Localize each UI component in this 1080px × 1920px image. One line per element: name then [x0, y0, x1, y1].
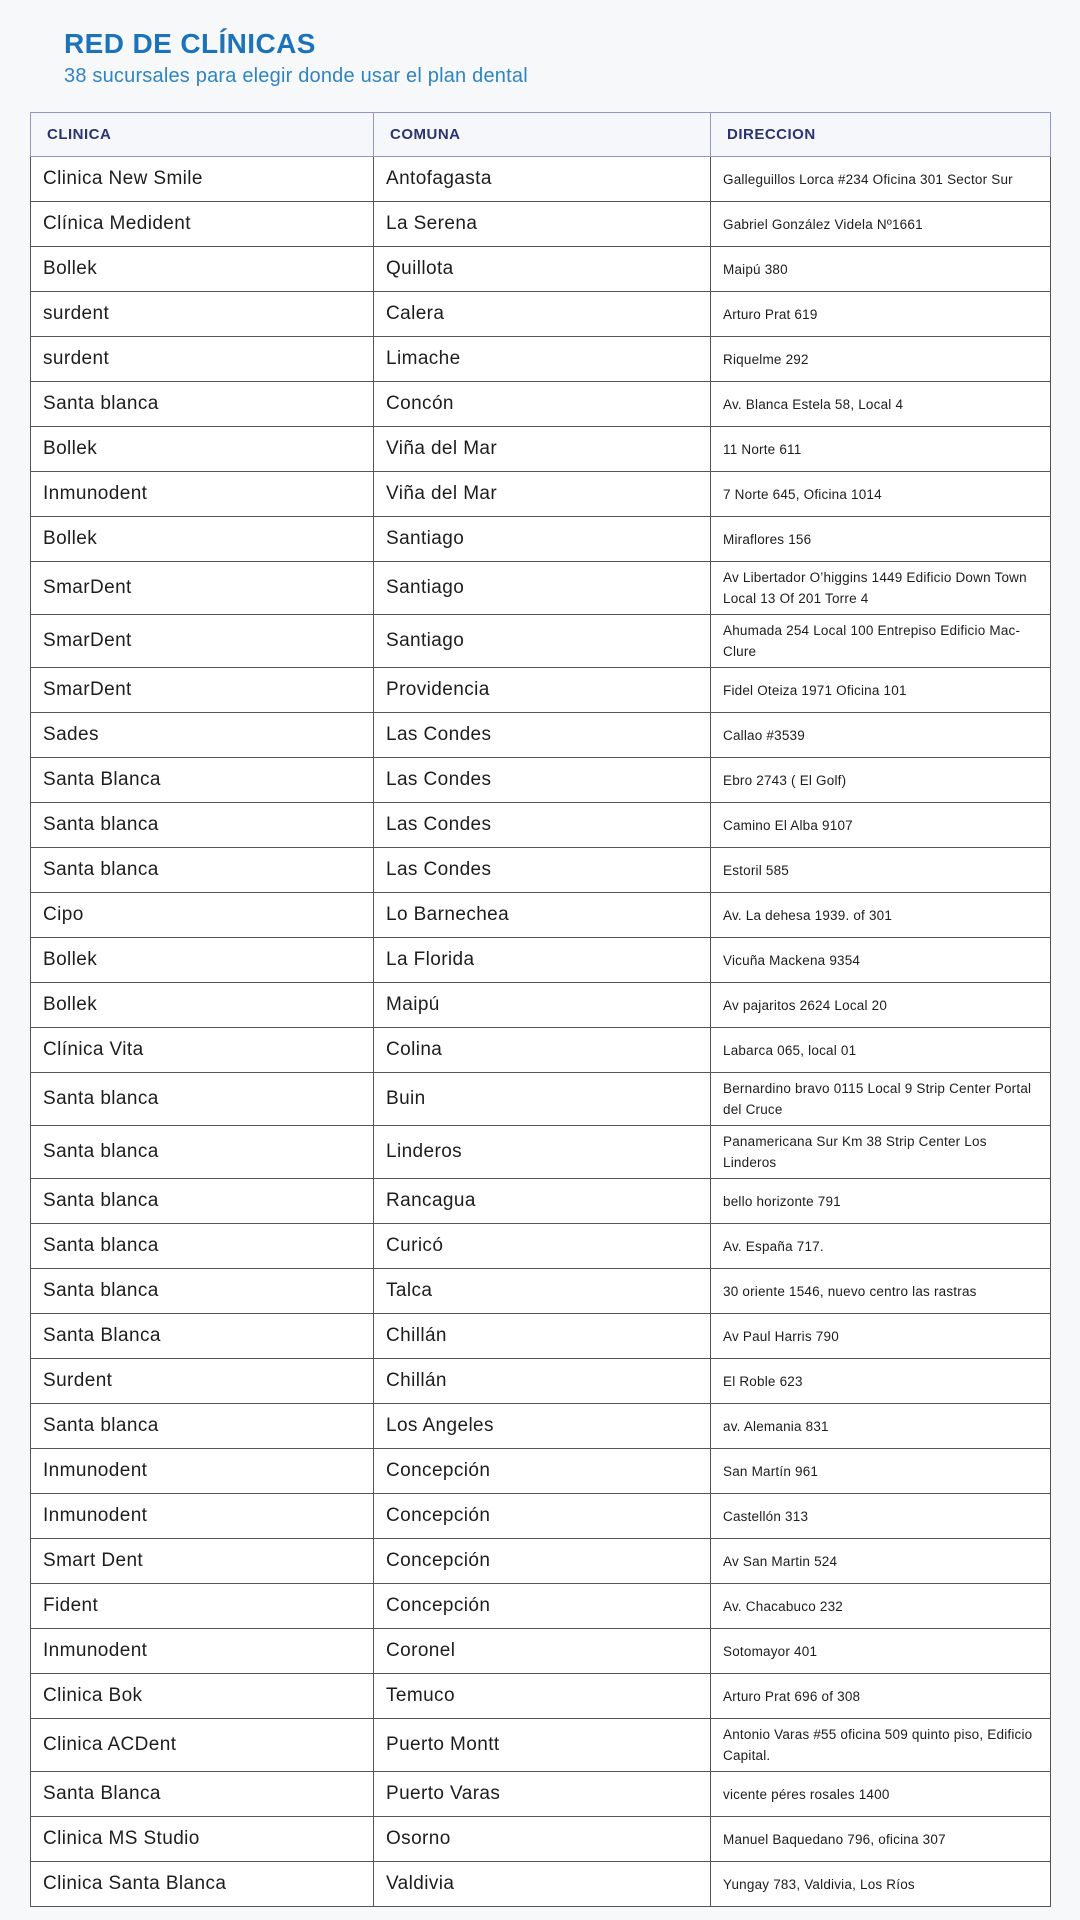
clinica-cell: SmarDent [31, 562, 374, 615]
table-row [31, 1584, 1051, 1629]
comuna-cell: Las Condes [374, 803, 711, 848]
page-subtitle: 38 sucursales para elegir donde usar el plan dental [64, 65, 528, 87]
direccion-cell: Av. España 717. [711, 1224, 1051, 1269]
comuna-cell: Maipú [374, 983, 711, 1028]
direccion-cell: Arturo Prat 619 [711, 292, 1051, 337]
table-row [31, 1862, 1051, 1907]
direccion-cell: 11 Norte 611 [711, 427, 1051, 472]
clinica-cell: Santa blanca [31, 848, 374, 893]
comuna-cell: Providencia [374, 668, 711, 713]
clinica-cell: Clinica Bok [31, 1674, 374, 1719]
comuna-cell: Concepción [374, 1494, 711, 1539]
table-row [31, 562, 1051, 615]
comuna-cell: Las Condes [374, 848, 711, 893]
table-row [31, 893, 1051, 938]
direccion-cell: Callao #3539 [711, 713, 1051, 758]
table-row [31, 713, 1051, 758]
direccion-cell: Antonio Varas #55 oficina 509 quinto piso, Edificio Capital. [711, 1719, 1051, 1772]
comuna-cell: Las Condes [374, 758, 711, 803]
table-row [31, 803, 1051, 848]
table-row [31, 1179, 1051, 1224]
clinica-cell: Clinica Santa Blanca [31, 1862, 374, 1907]
clinica-cell: SmarDent [31, 668, 374, 713]
page-header [0, 0, 1080, 89]
clinica-cell: Clínica Medident [31, 202, 374, 247]
column-header-comuna: COMUNA [374, 113, 711, 157]
direccion-cell: bello horizonte 791 [711, 1179, 1051, 1224]
clinica-cell: Bollek [31, 938, 374, 983]
comuna-cell: Concepción [374, 1584, 711, 1629]
direccion-cell: Av San Martin 524 [711, 1539, 1051, 1584]
comuna-cell: Valdivia [374, 1862, 711, 1907]
direccion-cell: Av pajaritos 2624 Local 20 [711, 983, 1051, 1028]
direccion-cell: Arturo Prat 696 of 308 [711, 1674, 1051, 1719]
direccion-cell: 7 Norte 645, Oficina 1014 [711, 472, 1051, 517]
direccion-cell: Sotomayor 401 [711, 1629, 1051, 1674]
clinica-cell: Clinica MS Studio [31, 1817, 374, 1862]
clinica-cell: Santa blanca [31, 1179, 374, 1224]
comuna-cell: Limache [374, 337, 711, 382]
table-row [31, 1629, 1051, 1674]
clinica-cell: Santa blanca [31, 1224, 374, 1269]
table-row [31, 668, 1051, 713]
comuna-cell: Curicó [374, 1224, 711, 1269]
clinica-cell: Santa Blanca [31, 1772, 374, 1817]
comuna-cell: Concón [374, 382, 711, 427]
column-header-direccion: DIRECCION [711, 113, 1051, 157]
direccion-cell: Castellón 313 [711, 1494, 1051, 1539]
comuna-cell: Concepción [374, 1539, 711, 1584]
table-row [31, 202, 1051, 247]
table-row [31, 1404, 1051, 1449]
table-row [31, 1719, 1051, 1772]
direccion-cell: Camino El Alba 9107 [711, 803, 1051, 848]
comuna-cell: Calera [374, 292, 711, 337]
comuna-cell: Rancagua [374, 1179, 711, 1224]
clinica-cell: Santa blanca [31, 1126, 374, 1179]
clinica-cell: Bollek [31, 247, 374, 292]
table-row [31, 337, 1051, 382]
comuna-cell: Quillota [374, 247, 711, 292]
clinica-cell: Clínica Vita [31, 1028, 374, 1073]
clinica-cell: Fident [31, 1584, 374, 1629]
direccion-cell: Estoril 585 [711, 848, 1051, 893]
direccion-cell: Labarca 065, local 01 [711, 1028, 1051, 1073]
direccion-cell: Maipú 380 [711, 247, 1051, 292]
comuna-cell: Puerto Montt [374, 1719, 711, 1772]
table-row [31, 427, 1051, 472]
table-row [31, 1028, 1051, 1073]
clinica-cell: Santa blanca [31, 1269, 374, 1314]
comuna-cell: Chillán [374, 1359, 711, 1404]
direccion-cell: Fidel Oteiza 1971 Oficina 101 [711, 668, 1051, 713]
clinica-cell: Bollek [31, 983, 374, 1028]
clinica-cell: Clinica New Smile [31, 157, 374, 202]
direccion-cell: Av. Blanca Estela 58, Local 4 [711, 382, 1051, 427]
table-row [31, 848, 1051, 893]
comuna-cell: Antofagasta [374, 157, 711, 202]
comuna-cell: Chillán [374, 1314, 711, 1359]
comuna-cell: Talca [374, 1269, 711, 1314]
direccion-cell: Bernardino bravo 0115 Local 9 Strip Center Portal del Cruce [711, 1073, 1051, 1126]
table-row [31, 1073, 1051, 1126]
table-row [31, 758, 1051, 803]
direccion-cell: av. Alemania 831 [711, 1404, 1051, 1449]
table-row [31, 1817, 1051, 1862]
clinica-cell: Inmunodent [31, 1449, 374, 1494]
table-row [31, 517, 1051, 562]
clinica-cell: SmarDent [31, 615, 374, 668]
direccion-cell: Gabriel González Videla Nº1661 [711, 202, 1051, 247]
clinica-cell: Santa blanca [31, 1073, 374, 1126]
table-row [31, 1269, 1051, 1314]
clinica-cell: Cipo [31, 893, 374, 938]
direccion-cell: Galleguillos Lorca #234 Oficina 301 Sector Sur [711, 157, 1051, 202]
clinica-cell: Santa blanca [31, 382, 374, 427]
clinica-cell: Santa Blanca [31, 758, 374, 803]
table-row [31, 615, 1051, 668]
direccion-cell: Manuel Baquedano 796, oficina 307 [711, 1817, 1051, 1862]
direccion-cell: Vicuña Mackena 9354 [711, 938, 1051, 983]
direccion-cell: Ahumada 254 Local 100 Entrepiso Edificio Mac-Clure [711, 615, 1051, 668]
direccion-cell: Ebro 2743 ( El Golf) [711, 758, 1051, 803]
table-row [31, 157, 1051, 202]
direccion-cell: Panamericana Sur Km 38 Strip Center Los Linderos [711, 1126, 1051, 1179]
clinics-table [30, 112, 1051, 1907]
clinica-cell: Santa Blanca [31, 1314, 374, 1359]
clinica-cell: surdent [31, 292, 374, 337]
comuna-cell: Viña del Mar [374, 472, 711, 517]
table-row [31, 1359, 1051, 1404]
direccion-cell: El Roble 623 [711, 1359, 1051, 1404]
clinica-cell: Inmunodent [31, 1494, 374, 1539]
comuna-cell: Santiago [374, 517, 711, 562]
comuna-cell: Puerto Varas [374, 1772, 711, 1817]
table-row [31, 1224, 1051, 1269]
comuna-cell: Buin [374, 1073, 711, 1126]
comuna-cell: Lo Barnechea [374, 893, 711, 938]
table-row [31, 382, 1051, 427]
comuna-cell: La Serena [374, 202, 711, 247]
clinica-cell: Sades [31, 713, 374, 758]
table-row [31, 983, 1051, 1028]
clinica-cell: Santa blanca [31, 803, 374, 848]
table-row [31, 1449, 1051, 1494]
comuna-cell: Santiago [374, 615, 711, 668]
direccion-cell: Av. La dehesa 1939. of 301 [711, 893, 1051, 938]
comuna-cell: Osorno [374, 1817, 711, 1862]
direccion-cell: Av Libertador O’higgins 1449 Edificio Down Town Local 13 Of 201 Torre 4 [711, 562, 1051, 615]
clinica-cell: Clinica ACDent [31, 1719, 374, 1772]
direccion-cell: Av Paul Harris 790 [711, 1314, 1051, 1359]
table-row [31, 472, 1051, 517]
comuna-cell: Linderos [374, 1126, 711, 1179]
clinica-cell: Inmunodent [31, 1629, 374, 1674]
clinica-cell: Santa blanca [31, 1404, 374, 1449]
table-row [31, 1314, 1051, 1359]
comuna-cell: Viña del Mar [374, 427, 711, 472]
clinica-cell: Smart Dent [31, 1539, 374, 1584]
direccion-cell: Riquelme 292 [711, 337, 1051, 382]
comuna-cell: Santiago [374, 562, 711, 615]
comuna-cell: La Florida [374, 938, 711, 983]
comuna-cell: Concepción [374, 1449, 711, 1494]
page-title: RED DE CLÍNICAS [64, 28, 316, 59]
table-row [31, 1126, 1051, 1179]
comuna-cell: Las Condes [374, 713, 711, 758]
direccion-cell: Miraflores 156 [711, 517, 1051, 562]
table-row [31, 292, 1051, 337]
table-row [31, 1674, 1051, 1719]
direccion-cell: Av. Chacabuco 232 [711, 1584, 1051, 1629]
direccion-cell: vicente péres rosales 1400 [711, 1772, 1051, 1817]
clinica-cell: Bollek [31, 517, 374, 562]
table-header-row [31, 113, 1051, 157]
column-header-clinica: CLINICA [31, 113, 374, 157]
comuna-cell: Los Angeles [374, 1404, 711, 1449]
direccion-cell: San Martín 961 [711, 1449, 1051, 1494]
comuna-cell: Coronel [374, 1629, 711, 1674]
clinica-cell: Surdent [31, 1359, 374, 1404]
clinica-cell: Inmunodent [31, 472, 374, 517]
table-row [31, 1494, 1051, 1539]
direccion-cell: 30 oriente 1546, nuevo centro las rastras [711, 1269, 1051, 1314]
table-row [31, 247, 1051, 292]
clinica-cell: Bollek [31, 427, 374, 472]
table-row [31, 1539, 1051, 1584]
comuna-cell: Colina [374, 1028, 711, 1073]
table-row [31, 938, 1051, 983]
clinica-cell: surdent [31, 337, 374, 382]
table-row [31, 1772, 1051, 1817]
table-body [31, 157, 1051, 1907]
direccion-cell: Yungay 783, Valdivia, Los Ríos [711, 1862, 1051, 1907]
comuna-cell: Temuco [374, 1674, 711, 1719]
